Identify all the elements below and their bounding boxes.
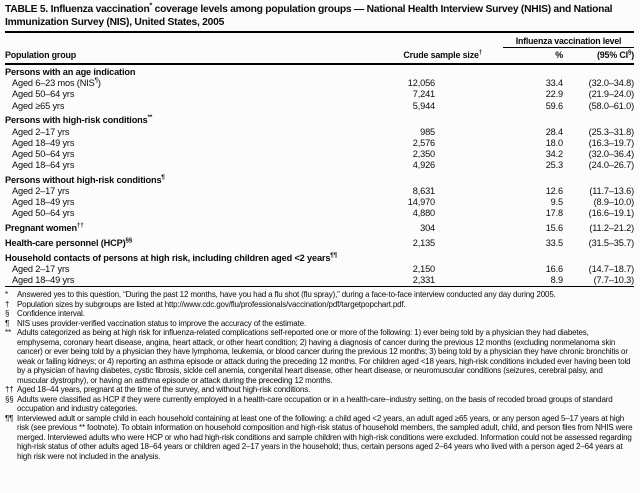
sample-size-cell: 7,241 [412, 89, 435, 100]
table-row-pregnant-women [5, 223, 634, 234]
table-row [5, 275, 634, 286]
footnote [5, 328, 634, 385]
percent-cell: 18.0 [545, 137, 563, 148]
footnote-marker: §§ [5, 394, 14, 404]
table-title-text: TABLE 5. Influenza vaccination [5, 4, 150, 15]
population-group-cell: Aged 18–49 yrs [12, 274, 75, 285]
footnote [5, 395, 634, 414]
ci-cell: (32.0–36.4) [588, 148, 634, 159]
section-header-age-indication: Persons with an age indication [5, 67, 136, 77]
sample-size-cell: 4,880 [412, 208, 435, 219]
percent-header: % [555, 50, 563, 60]
population-group-cell: Aged 18–49 yrs [12, 197, 75, 208]
table-row [5, 89, 634, 100]
footnote-text: Interviewed adult or sample child in each household containing at least one of the following: a child aged <2 years, an adult aged ≥65 years, or any person aged 5–17 years at high risk (see previous ** footnote). To obtain information on household composition and high-risk status of household members, the sampled adult, child, and person files from NHIS were merged. Interviewed adults who were HCP or who had high-risk conditions and sample children with high-risk conditions were excluded. Information could not be assessed regarding high-risk status of other adults aged 18–64 years or children aged 2–17 years in the household; thus, certain persons aged 2–64 years who lived with a person aged 2–64 years at high risk were not included in the analysis. [17, 413, 633, 461]
section-header-household-contacts: Household contacts of persons at high risk, including children aged <2 years¶¶ [5, 251, 337, 263]
row-footnote-marker: †† [76, 222, 84, 230]
percent-cell: 16.6 [545, 263, 563, 274]
section-footnote-marker: ¶ [161, 173, 165, 181]
footnote-marker: †† [5, 385, 14, 395]
table-title [5, 4, 634, 29]
table-row-health-care-personnel [5, 238, 634, 249]
table-row [5, 197, 634, 208]
footnote [5, 385, 634, 395]
title-footnote-marker: * [149, 2, 152, 10]
section-footnote-marker: ¶¶ [330, 251, 337, 259]
footnote-text: Answered yes to this question, “During the past 12 months, have you had a flu shot (flu spray),” during a face-to-face interview conducted any day during 2005. [17, 290, 556, 300]
percent-cell: 22.9 [545, 89, 563, 100]
footnote-text: Confidence interval. [17, 309, 85, 319]
ci-cell: (31.5–35.7) [588, 237, 634, 248]
population-group-cell: Health-care personnel (HCP)§§ [5, 236, 133, 248]
ci-cell: (21.9–24.0) [588, 89, 634, 100]
ci-cell: (11.2–21.2) [589, 223, 634, 234]
ci-cell: (16.3–19.7) [588, 137, 634, 148]
sample-size-cell: 4,926 [412, 160, 435, 171]
percent-cell: 33.5 [545, 237, 563, 248]
sample-size-cell: 14,970 [407, 197, 435, 208]
footnote-marker: § [5, 309, 10, 319]
sample-size-cell: 2,150 [412, 263, 435, 274]
column-group-header-label: Influenza vaccination level [515, 36, 622, 46]
row-footnote-marker: §§ [125, 236, 133, 244]
footnote-text: Population sizes by subgroups are listed at http://www.cdc.gov/flu/professionals/vaccination/pdf/targetpopchart.pdf. [17, 299, 406, 309]
population-group-cell: Aged 2–17 yrs [12, 126, 70, 137]
population-group-header: Population group [5, 50, 77, 60]
sample-size-cell: 304 [420, 223, 435, 234]
footnote-text: Aged 18–44 years, pregnant at the time of the survey, and without high-risk conditions. [17, 385, 311, 395]
footnote-text: Adults categorized as being at high risk for influenza-related complications self-reported one or more of the following: 1) ever being told by a physician they had diabetes, emphysema, coronary heart disease, angina, heart attack, or other heart condition; 2) having a diagnosis of cancer during the previous 12 months (excluding nonmelanoma skin cancer) or ever being told by a physician they have lymphoma, leukemia, or blood cancer during the previous 12 months; 3) being told by a physician they have chronic bronchitis or weak or failing kidneys; or 4) reporting an asthma episode or attack during the preceding 12 months. For children aged <18 years, high-risk conditions included ever having been told by a physician of having diabetes, cystic fibrosis, sickle cell anemia, congenital heart disease, other heart disease, or neuromuscular conditions (seizures, cerebral palsy, and muscular dystrophy), or having an asthma episode or attack during the preceding 12 months. [17, 328, 631, 385]
footnote-marker: * [5, 290, 8, 300]
percent-cell: 25.3 [545, 160, 563, 171]
percent-cell: 12.6 [545, 186, 563, 197]
ci-cell: (8.9–10.0) [593, 197, 634, 208]
ci-footnote-marker: § [627, 50, 632, 57]
table-row [5, 208, 634, 219]
table-row [5, 264, 634, 275]
population-group-cell: Aged 18–64 yrs [12, 160, 75, 171]
table-row [5, 186, 634, 197]
sample-size-cell: 2,331 [412, 274, 435, 285]
section-footnote-marker: ** [147, 114, 153, 122]
percent-cell: 59.6 [545, 100, 563, 111]
footnote-marker: † [5, 299, 10, 309]
footnote-text: NIS uses provider-verified vaccination status to improve the accuracy of the estimate. [17, 318, 307, 328]
footnote-marker: ¶ [5, 318, 10, 328]
ci-cell: (11.7–13.6) [589, 186, 634, 197]
sample-size-cell: 12,056 [407, 78, 435, 89]
ci-cell: (58.0–61.0) [588, 100, 634, 111]
sample-size-cell: 2,350 [412, 148, 435, 159]
row-footnote-marker: ¶ [94, 77, 98, 85]
table-row [5, 149, 634, 160]
column-group-header [503, 36, 634, 48]
sample-size-cell: 2,576 [412, 137, 435, 148]
footnote [5, 414, 634, 462]
percent-cell: 34.2 [545, 148, 563, 159]
percent-cell: 8.9 [550, 274, 563, 285]
percent-cell: 28.4 [545, 126, 563, 137]
footnote [5, 309, 634, 319]
footnote [5, 290, 634, 300]
table-row [5, 138, 634, 149]
ci-cell: (7.7–10.3) [593, 274, 634, 285]
population-group-cell: Aged ≥65 yrs [12, 100, 65, 111]
section-header-high-risk: Persons with high-risk conditions** [5, 114, 153, 126]
table-row [5, 101, 634, 112]
ci-cell: (25.3–31.8) [588, 126, 634, 137]
population-group-cell: Pregnant women†† [5, 222, 84, 234]
ci-cell: (32.0–34.8) [588, 78, 634, 89]
sample-size-cell: 985 [420, 126, 435, 137]
table-title-text-post: coverage levels among population groups — National Health Interview Survey (NHIS) and National Immunization Survey (NIS), United States, 2005 [5, 4, 613, 28]
table-body [5, 65, 634, 286]
ci-cell: (14.7–18.7) [588, 263, 634, 274]
table-row [5, 78, 634, 89]
population-group-cell: Aged 18–49 yrs [12, 137, 75, 148]
sample-size-footnote-marker: † [478, 50, 482, 57]
section-header-without-high-risk: Persons without high-risk conditions¶ [5, 173, 165, 185]
percent-cell: 17.8 [545, 208, 563, 219]
footnote [5, 300, 634, 310]
population-group-cell: Aged 6–23 mos (NIS¶) [12, 77, 101, 89]
table-row [5, 160, 634, 171]
footnote-text: Adults were classified as HCP if they were currently employed in a health-care occupation or in a health-care–industry setting, on the basis of recoded broad groups of standard occupation and industry categories. [17, 394, 613, 414]
percent-cell: 33.4 [545, 78, 563, 89]
table-header [5, 33, 634, 63]
population-group-cell: Aged 50–64 yrs [12, 148, 75, 159]
population-group-cell: Aged 2–17 yrs [12, 186, 70, 197]
ci-header: (95% CI§) [596, 50, 634, 60]
population-group-cell: Aged 2–17 yrs [12, 263, 70, 274]
footnote [5, 319, 634, 329]
ci-cell: (24.0–26.7) [588, 160, 634, 171]
sample-size-header: Crude sample size† [403, 50, 482, 60]
percent-cell: 9.5 [550, 197, 563, 208]
ci-cell: (16.6–19.1) [588, 208, 634, 219]
sample-size-cell: 5,944 [412, 100, 435, 111]
footnote-marker: ¶¶ [5, 413, 14, 423]
population-group-cell: Aged 50–64 yrs [12, 89, 75, 100]
column-header-row [5, 48, 634, 63]
population-group-cell: Aged 50–64 yrs [12, 208, 75, 219]
percent-cell: 15.6 [545, 223, 563, 234]
footnotes [5, 290, 634, 461]
footnote-marker: ** [5, 328, 11, 338]
sample-size-cell: 2,135 [412, 237, 435, 248]
footnote-rule [5, 286, 634, 287]
sample-size-cell: 8,631 [412, 186, 435, 197]
table-row [5, 127, 634, 138]
